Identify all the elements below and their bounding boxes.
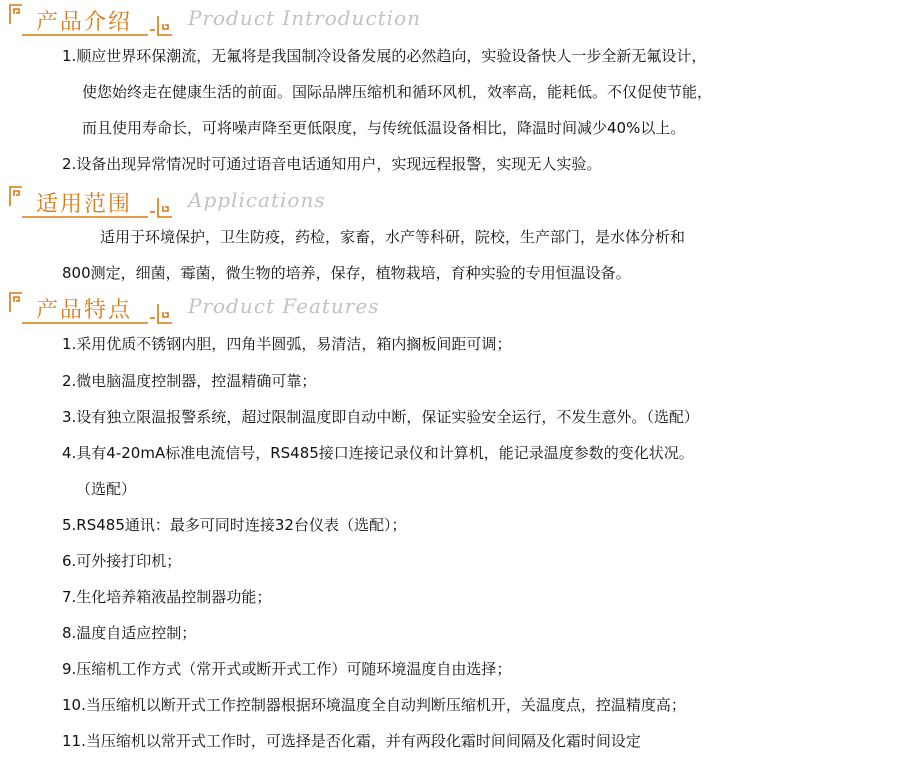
text-line: 2.设备出现异常情况时可通过语音电话通知用户，实现远程报警，实现无人实验。	[62, 155, 602, 173]
section-title-cn: 产品介绍	[36, 10, 133, 35]
feature-item: 7.生化培养箱液晶控制器功能；	[62, 588, 272, 606]
section-header-applications	[8, 184, 448, 220]
feature-item: 6.可外接打印机；	[62, 552, 182, 570]
text-line: 适用于环境保护，卫生防疫，药检，家畜，水产等科研，院校，生产部门，是水体分析和	[100, 228, 686, 246]
text-line: 1.顺应世界环保潮流，无氟将是我国制冷设备发展的必然趋向，实验设备快人一步全新无氟设计，	[62, 47, 707, 65]
feature-item: （选配）	[76, 480, 137, 498]
feature-item: 1.采用优质不锈钢内胆，四角半圆弧，易清洁，箱内搁板间距可调；	[62, 335, 512, 353]
feature-item: 10.当压缩机以断开式工作控制器根据环境温度全自动判断压缩机开，关温度点，控温精度高；	[62, 696, 686, 714]
feature-item: 8.温度自适应控制；	[62, 624, 197, 642]
feature-item: 4.具有4-20mA标准电流信号，RS485接口连接记录仪和计算机，能记录温度参数的变化状况。	[62, 444, 694, 462]
section-header-intro	[8, 2, 448, 38]
feature-item: 9.压缩机工作方式（常开式或断开式工作）可随环境温度自由选择；	[62, 660, 512, 678]
header-frame	[8, 290, 174, 324]
feature-item: 2.微电脑温度控制器，控温精确可靠；	[62, 372, 317, 390]
header-frame	[8, 2, 174, 36]
feature-item: 3.设有独立限温报警系统，超过限制温度即自动中断，保证实验安全运行，不发生意外。（选配）	[62, 408, 699, 426]
section-title-en: Product Introduction	[188, 6, 421, 30]
section-title-en: Product Features	[188, 294, 380, 318]
header-frame	[8, 184, 174, 218]
text-line: 800测定，细菌，霉菌，微生物的培养，保存，植物栽培，育种实验的专用恒温设备。	[62, 264, 631, 282]
section-title-cn: 适用范围	[36, 192, 133, 217]
section-title-en: Applications	[188, 188, 326, 212]
text-line: 使您始终走在健康生活的前面。国际品牌压缩机和循环风机，效率高，能耗低。不仅促使节能，	[82, 83, 713, 101]
feature-item: 11.当压缩机以常开式工作时，可选择是否化霜，并有两段化霜时间间隔及化霜时间设定	[62, 732, 641, 750]
section-header-features	[8, 290, 448, 326]
feature-item: 5.RS485通讯：最多可同时连接32台仪表（选配）；	[62, 516, 407, 534]
section-title-cn: 产品特点	[36, 298, 133, 323]
text-line: 而且使用寿命长，可将噪声降至更低限度，与传统低温设备相比，降温时间减少40%以上。	[82, 119, 686, 137]
